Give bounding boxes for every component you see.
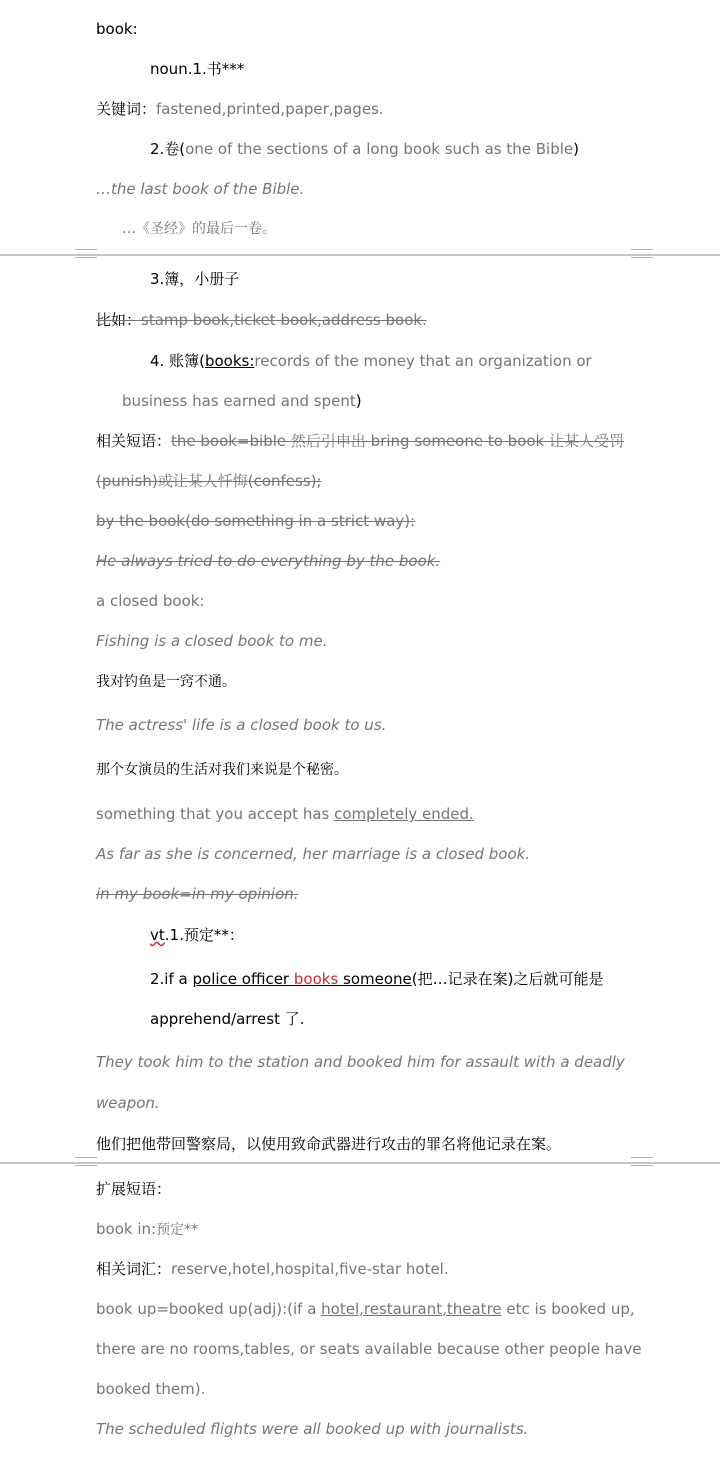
someone-text: someone — [338, 970, 412, 988]
phrase-closed-book: a closed book: — [96, 592, 205, 610]
noun-sense-3: 3.簿，小册子 — [150, 270, 240, 288]
sense-2-definition: one of the sections of a long book such as the Bible — [185, 140, 574, 158]
sense-4-close: ) — [355, 392, 362, 410]
page-break-divider — [0, 254, 720, 256]
book-up-cont: there are no rooms,tables, or seats available because other people have — [96, 1340, 642, 1358]
sense-2-number: 2.卷( — [150, 140, 186, 158]
example-label: 比如： — [96, 311, 142, 329]
related-phrases-text: the book=bible 然后引申出 bring someone to book 让某人受罚 — [171, 432, 624, 450]
example-by-the-book: He always tried to do everything by the book. — [96, 552, 441, 570]
definition-text: something that you accept has — [96, 805, 335, 823]
example-text: stamp book,ticket book,address book. — [141, 311, 427, 329]
related-vocab-label: 相关词汇： — [96, 1260, 172, 1278]
phrase-book-up — [96, 1299, 635, 1319]
extended-phrases-heading: 扩展短语： — [96, 1180, 172, 1198]
related-phrases-line — [96, 431, 624, 451]
noun-sense-4 — [150, 351, 592, 371]
book-in-meaning: 预定** — [156, 1222, 199, 1238]
phrase-in-my-book: in my book=in my opinion. — [96, 885, 299, 903]
example-actress-zh: 那个女演员的生活对我们来说是个秘密。 — [96, 762, 348, 778]
entry-headword: book: — [96, 20, 138, 38]
related-phrases-cont: (punish)或让某人忏悔(confess); — [96, 472, 322, 490]
related-vocab-line — [96, 1259, 449, 1279]
verb-sense-2-a: 2.if a — [150, 970, 193, 988]
verb-sense-1 — [150, 925, 244, 945]
book-up-underlined: hotel,restaurant,theatre — [321, 1300, 502, 1318]
example-station-en: They took him to the station and booked him for assault with a deadly — [96, 1053, 625, 1071]
verb-abbr-spellcheck: vt — [150, 926, 165, 944]
closed-book-definition — [96, 804, 474, 824]
related-vocab-text: reserve,hotel,hospital,five-star hotel. — [171, 1260, 449, 1278]
phrase-by-the-book: by the book(do something in a strict way): — [96, 512, 416, 530]
book-up-a: book up=booked up(adj):(if a — [96, 1300, 322, 1318]
book-up-cont-2: booked them). — [96, 1380, 206, 1398]
example-station-en-cont: weapon. — [96, 1094, 160, 1112]
noun-sense-2 — [150, 139, 579, 159]
sense-2-close: ) — [573, 140, 579, 158]
books-highlight: books — [293, 970, 339, 988]
example-actress-en: The actress' life is a closed book to us. — [96, 716, 387, 734]
definition-underlined: completely ended. — [334, 805, 474, 823]
example-station-zh: 他们把他带回警察局，以使用致命武器进行攻击的罪名将他记录在案。 — [96, 1135, 562, 1153]
book-in-text: book in: — [96, 1220, 157, 1238]
example-line-strikethrough — [96, 310, 427, 330]
noun-sense-4-cont — [122, 391, 362, 411]
verb-sense-1-text: .1.预定**： — [164, 926, 244, 944]
example-flights: The scheduled flights were all booked up with journalists. — [96, 1420, 529, 1438]
book-up-c: etc is booked up, — [501, 1300, 635, 1318]
verb-sense-2-underlined — [193, 970, 412, 988]
example-fishing-zh: 我对钓鱼是一窍不通。 — [96, 674, 236, 690]
sense-4-number: 4. 账簿( — [150, 352, 205, 370]
sense-4-definition: records of the money that an organization or — [254, 352, 592, 370]
sense-4-definition-cont: business has earned and spent — [122, 392, 356, 410]
keywords-label: 关键词： — [96, 100, 157, 118]
example-bible-zh: …《圣经》的最后一卷。 — [122, 221, 276, 237]
keywords-line — [96, 99, 384, 119]
example-fishing-en: Fishing is a closed book to me. — [96, 632, 328, 650]
example-marriage: As far as she is concerned, her marriage is a closed book. — [96, 845, 531, 863]
verb-sense-2-zh: (把…记录在案)之后就可能是 — [411, 970, 604, 988]
police-officer-text: police officer — [192, 970, 294, 988]
noun-sense-1: noun.1.书*** — [150, 60, 245, 78]
example-bible-en: …the last book of the Bible. — [96, 180, 305, 198]
verb-sense-2 — [150, 969, 604, 989]
sense-4-word: books: — [204, 352, 255, 370]
page-break-divider-2 — [0, 1162, 720, 1164]
verb-sense-2-cont: apprehend/arrest 了. — [150, 1010, 305, 1028]
related-phrases-label: 相关短语： — [96, 432, 172, 450]
phrase-book-in — [96, 1219, 198, 1240]
keywords-text: fastened,printed,paper,pages. — [156, 100, 384, 118]
